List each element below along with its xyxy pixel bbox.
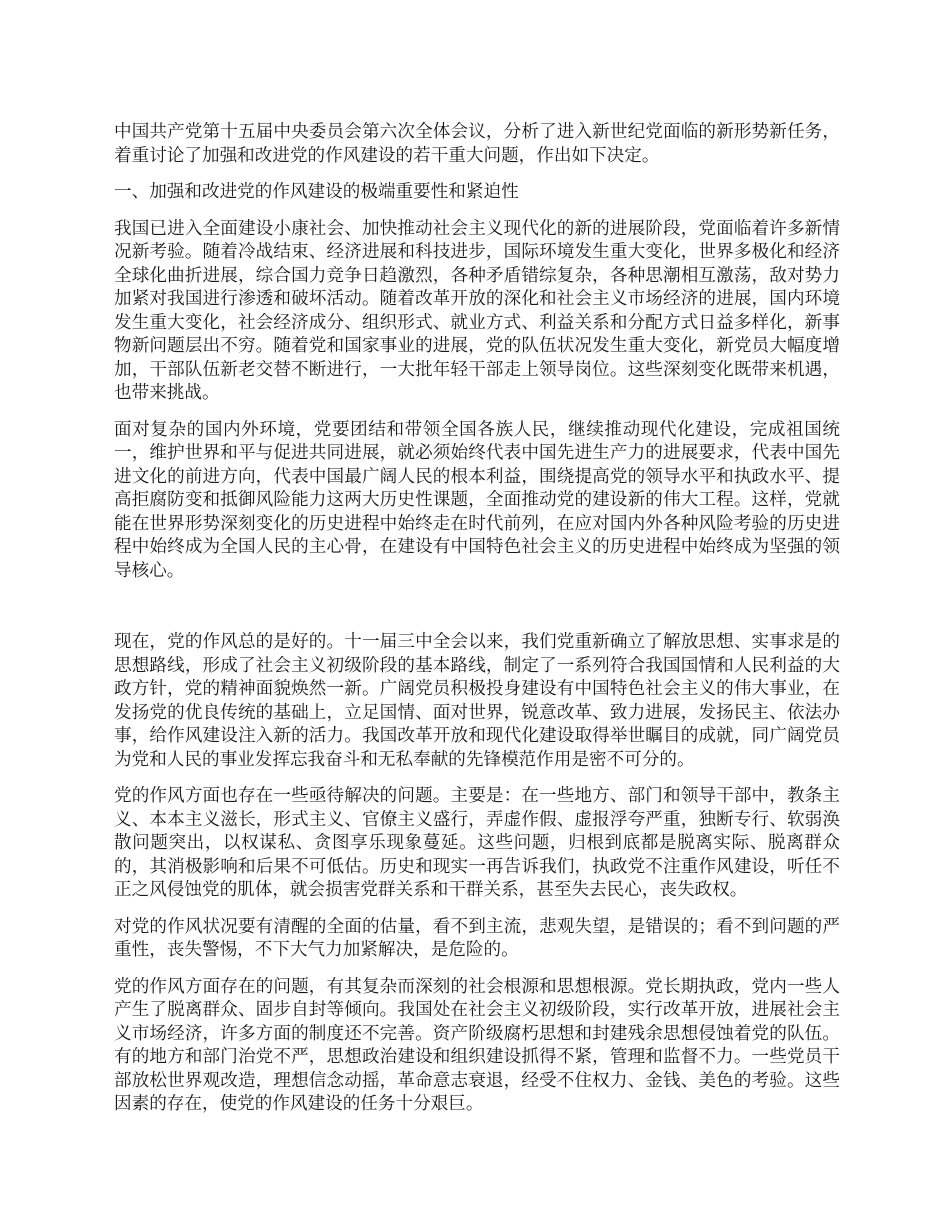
- document-body: [114, 121, 840, 1130]
- intro-paragraph: 中国共产党第十五届中央委员会第六次全体会议，分析了进入新世纪党面临的新形势新任务，着重讨论了加强和改进党的作风建设的若干重大问题，作出如下决定。: [114, 122, 840, 166]
- paragraph-3: 现在，党的作风总的是好的。十一届三中全会以来，我们党重新确立了解放思想、实事求是的思想路线，形成了社会主义初级阶段的基本路线，制定了一系列符合我国国情和人民利益的大政方针，党的精神面貌焕然一新。广阔党员积极投身建设有中国特色社会主义的伟大事业，在发扬党的优良传统的基础上，立足国情、面对世界，锐意改革、致力进展，发扬民主、依法办事，给作风建设注入新的活力。我国改革开放和现代化建设取得举世瞩目的成就，同广阔党员为党和人民的事业发挥忘我奋斗和无私奉献的先锋模范作用是密不可分的。: [114, 632, 840, 770]
- paragraph-5: 对党的作风状况要有清醒的全面的估量，看不到主流，悲观失望，是错误的；看不到问题的严重性，丧失警惕，不下大气力加紧解决，是危险的。: [114, 916, 840, 960]
- paragraph-1: 我国已进入全面建设小康社会、加快推动社会主义现代化的新的进展阶段，党面临着许多新情况新考验。随着冷战结束、经济进展和科技进步，国际环境发生重大变化，世界多极化和经济全球化曲折进展，综合国力竞争日趋激烈，各种矛盾错综复杂，各种思潮相互激荡，敌对势力加紧对我国进行渗透和破坏活动。随着改革开放的深化和社会主义市场经济的进展，国内环境发生重大变化，社会经济成分、组织形式、就业方式、利益关系和分配方式日益多样化，新事物新问题层出不穷。随着党和国家事业的进展，党的队伍状况发生重大变化，新党员大幅度增加，干部队伍新老交替不断进行，一大批年轻干部走上领导岗位。这些深刻变化既带来机遇，也带来挑战。: [114, 218, 840, 403]
- section-heading: 一、加强和改进党的作风建设的极端重要性和紧迫性: [114, 182, 519, 202]
- paragraph-4: 党的作风方面也存在一些亟待解决的问题。主要是：在一些地方、部门和领导干部中，教条主义、本本主义滋长，形式主义、官僚主义盛行，弄虚作假、虚报浮夸严重，独断专行、软弱涣散问题突出，以权谋私、贪图享乐现象蔓延。这些问题，归根到底都是脱离实际、脱离群众的，其消极影响和后果不可低估。历史和现实一再告诉我们，执政党不注重作风建设，听任不正之风侵蚀党的肌体，就会损害党群关系和干群关系，甚至失去民心，丧失政权。: [114, 786, 840, 900]
- blank-gap: [114, 596, 840, 631]
- paragraph-2: 面对复杂的国内外环境，党要团结和带领全国各族人民，继续推动现代化建设，完成祖国统一，维护世界和平与促进共同进展，就必须始终代表中国先进生产力的进展要求，代表中国先进文化的前进方向，代表中国最广阔人民的根本利益，围绕提高党的领导水平和执政水平、提高拒腐防变和抵御风险能力这两大历史性课题，全面推动党的建设新的伟大工程。这样，党就能在世界形势深刻变化的历史进程中始终走在时代前列，在应对国内外各种风险考验的历史进程中始终成为全国人民的主心骨，在建设有中国特色社会主义的历史进程中始终成为坚强的领导核心。: [114, 419, 840, 581]
- paragraph-6: 党的作风方面存在的问题，有其复杂而深刻的社会根源和思想根源。党长期执政，党内一些人产生了脱离群众、固步自封等倾向。我国处在社会主义初级阶段，实行改革开放，进展社会主义市场经济，许多方面的制度还不完善。资产阶级腐朽思想和封建残余思想侵蚀着党的队伍。有的地方和部门治党不严，思想政治建设和组织建设抓得不紧，管理和监督不力。一些党员干部放松世界观改造，理想信念动摇，革命意志衰退，经受不住权力、金钱、美色的考验。这些因素的存在，使党的作风建设的任务十分艰巨。: [114, 976, 840, 1114]
